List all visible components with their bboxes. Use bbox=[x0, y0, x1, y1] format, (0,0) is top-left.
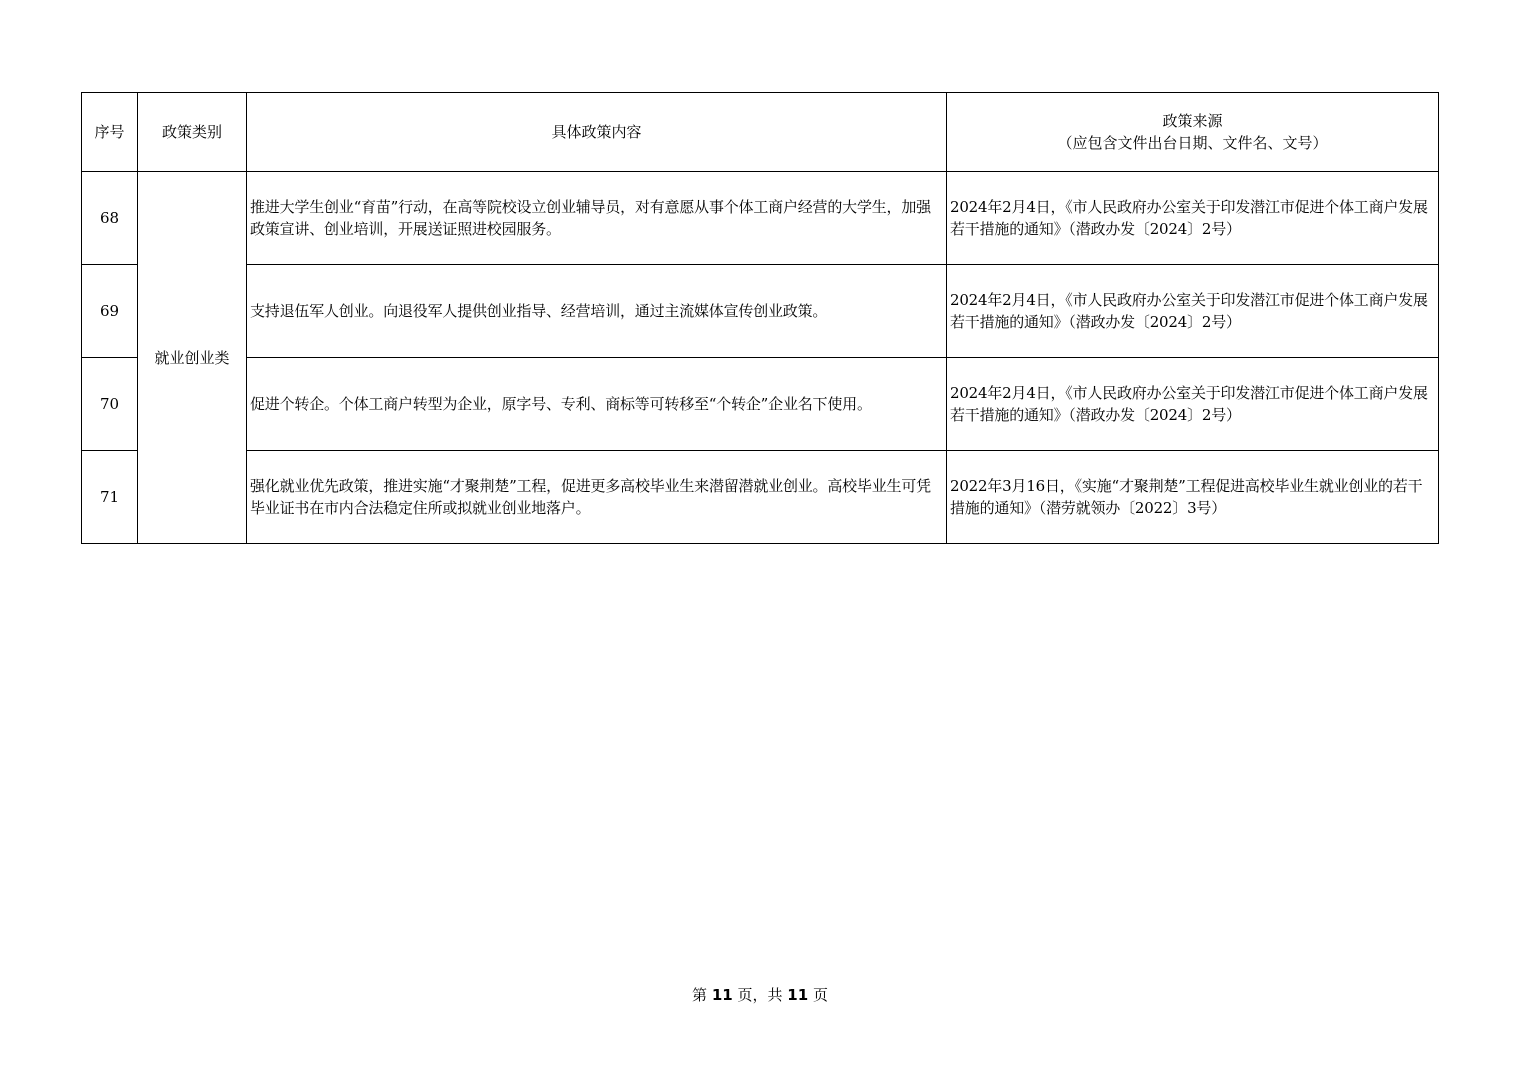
header-content: 具体政策内容 bbox=[247, 93, 947, 172]
header-source-note: （应包含文件出台日期、文件名、文号） bbox=[1057, 134, 1328, 152]
row-source: 2024年2月4日，《市人民政府办公室关于印发潜江市促进个体工商户发展若干措施的通知》（潜政办发〔2024〕2号） bbox=[947, 358, 1439, 451]
table-row bbox=[82, 358, 1439, 451]
row-content: 促进个转企。个体工商户转型为企业，原字号、专利、商标等可转移至“个转企”企业名下使用。 bbox=[247, 358, 947, 451]
header-seq: 序号 bbox=[82, 93, 138, 172]
footer-middle: 页，共 bbox=[737, 986, 783, 1004]
footer-suffix: 页 bbox=[812, 986, 828, 1004]
policy-table bbox=[81, 92, 1439, 544]
row-source: 2024年2月4日，《市人民政府办公室关于印发潜江市促进个体工商户发展若干措施的通知》（潜政办发〔2024〕2号） bbox=[947, 172, 1439, 265]
footer-prefix: 第 bbox=[692, 986, 708, 1004]
page-footer bbox=[0, 984, 1520, 1005]
table-row bbox=[82, 172, 1439, 265]
table-row bbox=[82, 265, 1439, 358]
table-row bbox=[82, 451, 1439, 544]
row-content: 推进大学生创业“育苗”行动，在高等院校设立创业辅导员，对有意愿从事个体工商户经营的大学生，加强政策宣讲、创业培训，开展送证照进校园服务。 bbox=[247, 172, 947, 265]
row-source: 2024年2月4日，《市人民政府办公室关于印发潜江市促进个体工商户发展若干措施的通知》（潜政办发〔2024〕2号） bbox=[947, 265, 1439, 358]
row-category: 就业创业类 bbox=[138, 172, 247, 544]
row-seq: 71 bbox=[82, 451, 138, 544]
row-content: 支持退伍军人创业。向退役军人提供创业指导、经营培训，通过主流媒体宣传创业政策。 bbox=[247, 265, 947, 358]
footer-total-pages: 11 bbox=[787, 986, 809, 1004]
header-source-title: 政策来源 bbox=[1162, 112, 1223, 130]
row-source: 2022年3月16日，《实施“才聚荆楚”工程促进高校毕业生就业创业的若干措施的通知》（潜劳就领办〔2022〕3号） bbox=[947, 451, 1439, 544]
row-content: 强化就业优先政策，推进实施“才聚荆楚”工程，促进更多高校毕业生来潜留潜就业创业。高校毕业生可凭毕业证书在市内合法稳定住所或拟就业创业地落户。 bbox=[247, 451, 947, 544]
row-seq: 70 bbox=[82, 358, 138, 451]
row-seq: 68 bbox=[82, 172, 138, 265]
header-category: 政策类别 bbox=[138, 93, 247, 172]
row-seq: 69 bbox=[82, 265, 138, 358]
header-source bbox=[947, 93, 1439, 172]
table-header-row bbox=[82, 93, 1439, 172]
footer-current-page: 11 bbox=[711, 986, 733, 1004]
